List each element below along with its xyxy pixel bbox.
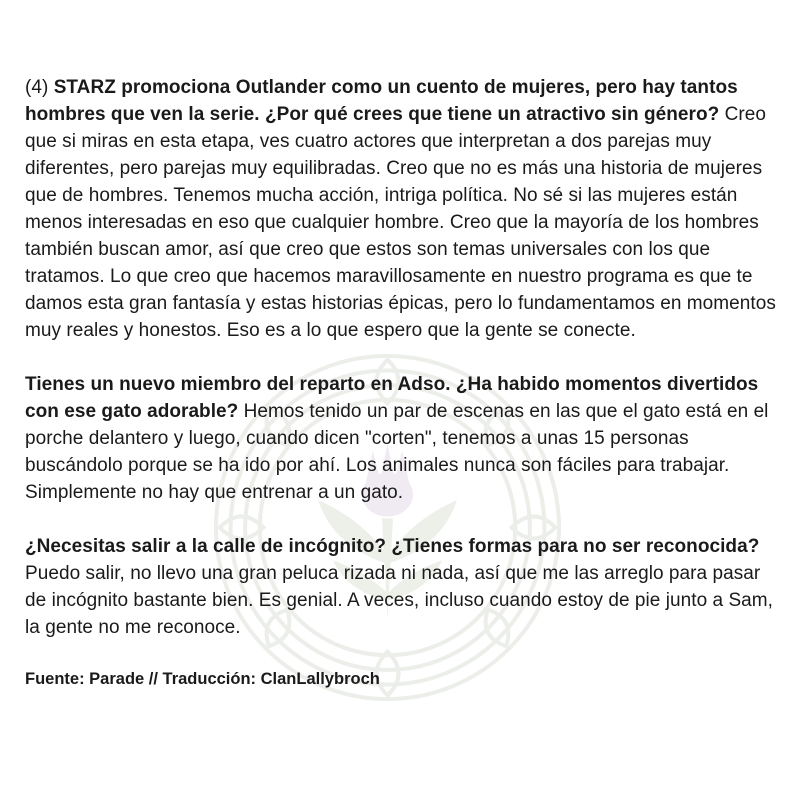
interview-paragraph-1 [25, 74, 780, 344]
interview-question-1: STARZ promociona Outlander como un cuento de mujeres, pero hay tantos hombres que ven la serie. ¿Por qué crees que tiene un atractivo sin género? [25, 77, 738, 125]
interview-paragraph-3 [25, 533, 780, 641]
interview-question-3: ¿Necesitas salir a la calle de incógnito? ¿Tienes formas para no ser reconocida? [25, 536, 760, 557]
article-body [25, 74, 780, 690]
question-number: (4) [25, 77, 54, 98]
interview-answer-1: Creo que si miras en esta etapa, ves cuatro actores que interpretan a dos parejas muy diferentes, pero parejas muy equilibradas. Creo que no es más una historia de mujeres que de hombres. Tenemos mucha acción, intriga política. No sé si las mujeres están menos interesadas en eso que cualquier hombre. Creo que la mayoría de los hombres también buscan amor, así que creo que estos son temas universales con los que tratamos. Lo que creo que hacemos maravillosamente en nuestro programa es que te damos esta gran fantasía y estas historias épicas, pero lo fundamentamos en momentos muy reales y honestos. Eso es a lo que espero que la gente se conecte. [25, 104, 776, 341]
interview-answer-2: Hemos tenido un par de escenas en las que el gato está en el porche delantero y luego, cuando dicen "corten", tenemos a unas 15 personas buscándolo porque se ha ido por ahí. Los animales nunca son fáciles para trabajar. Simplemente no hay que entrenar a un gato. [25, 401, 769, 503]
interview-paragraph-2 [25, 371, 780, 506]
interview-answer-3: Puedo salir, no llevo una gran peluca rizada ni nada, así que me las arreglo para pasar de incógnito bastante bien. Es genial. A veces, incluso cuando estoy de pie junto a Sam, la gente no me reconoce. [25, 563, 774, 638]
interview-question-2: Tienes un nuevo miembro del reparto en Adso. ¿Ha habido momentos divertidos con ese gato adorable? [25, 374, 759, 422]
source-credit: Fuente: Parade // Traducción: ClanLallybroch [25, 670, 380, 688]
